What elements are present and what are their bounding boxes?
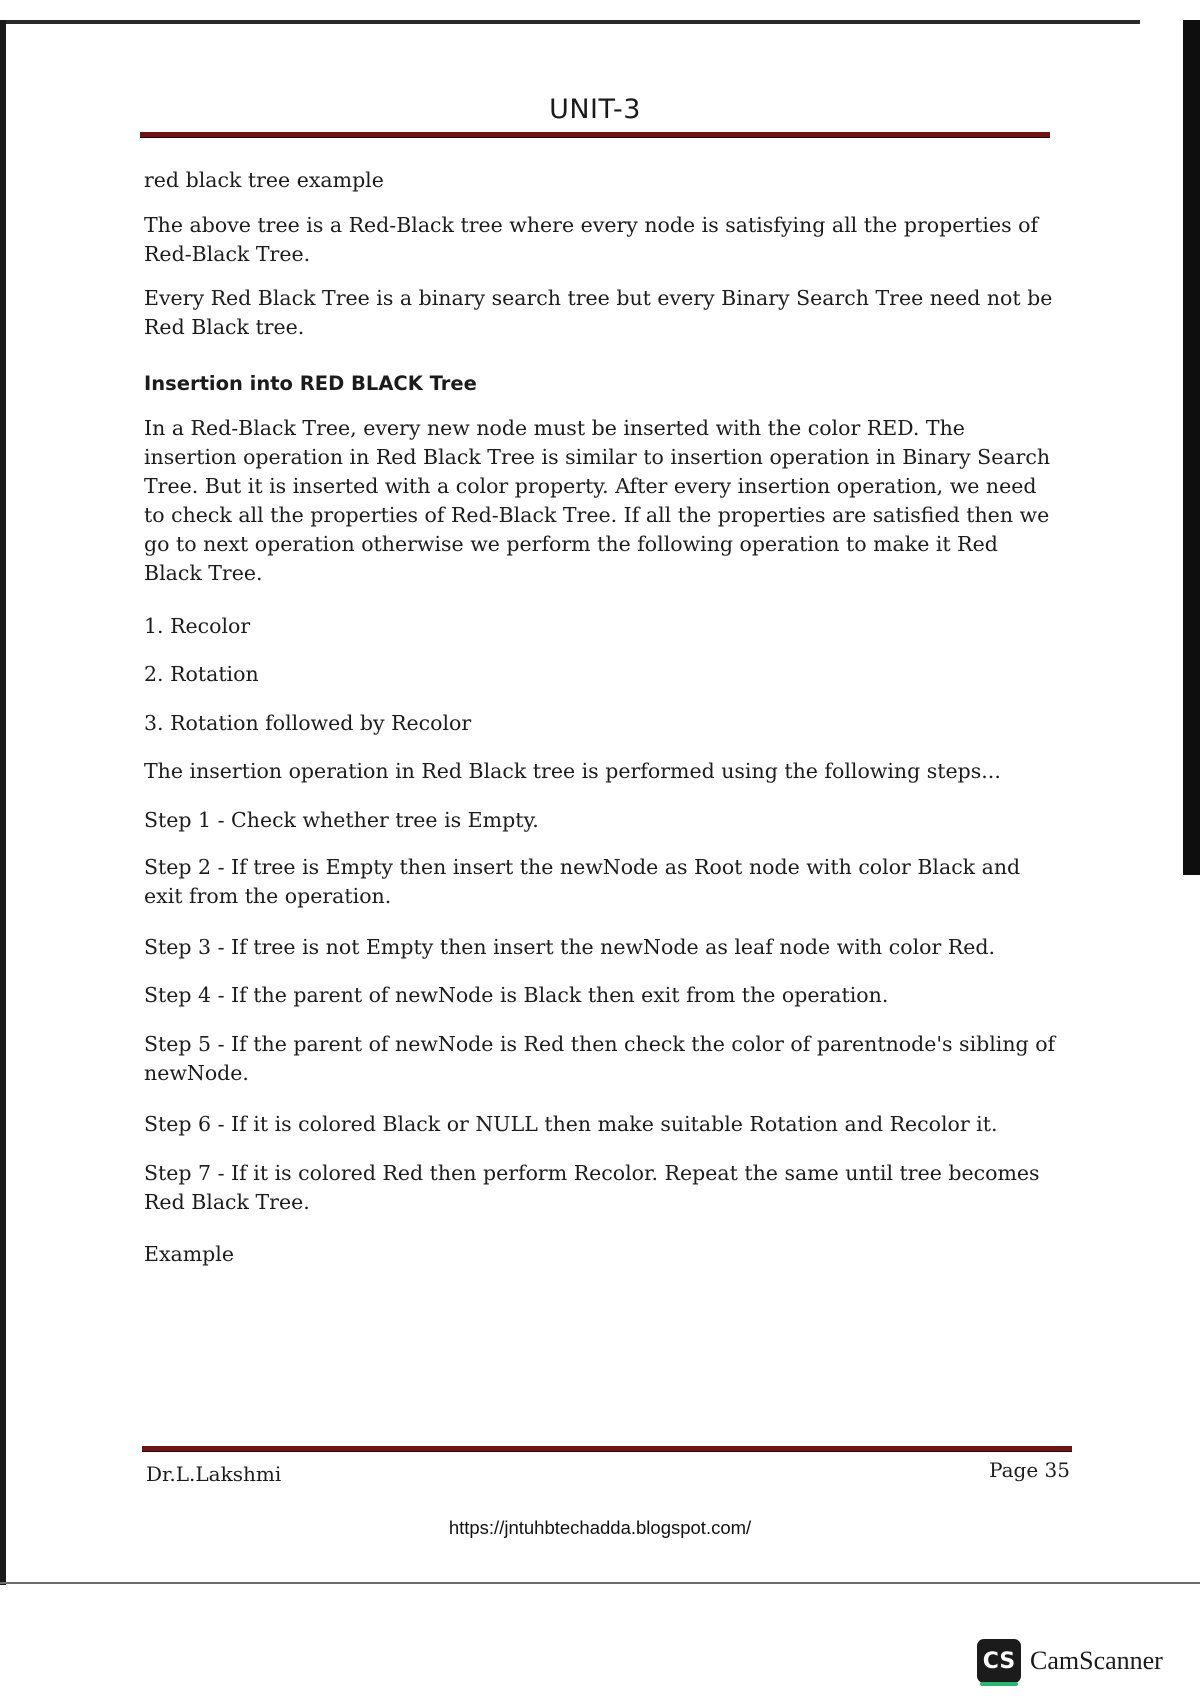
figure-caption: red black tree example — [144, 168, 384, 192]
section-heading: Insertion into RED BLACK Tree — [144, 372, 477, 395]
list-item-2: 2. Rotation — [144, 662, 259, 686]
page-number: Page 35 — [989, 1458, 1070, 1482]
scan-edge-top — [0, 20, 1140, 24]
step-1: Step 1 - Check whether tree is Empty. — [144, 808, 539, 832]
scan-edge-right — [1183, 20, 1200, 875]
footer-author: Dr.L.Lakshmi — [146, 1462, 282, 1486]
header-rule — [140, 132, 1050, 138]
source-url: https://jntuhbtechadda.blogspot.com/ — [448, 1517, 752, 1538]
steps-intro: The insertion operation in Red Black tree is performed using the following steps... — [144, 759, 1001, 783]
scan-edge-bottom — [0, 1582, 1200, 1584]
step-3: Step 3 - If tree is not Empty then insert the newNode as leaf node with color Red. — [144, 935, 996, 959]
footer-rule — [142, 1446, 1072, 1452]
list-item-1: 1. Recolor — [144, 614, 251, 638]
list-item-3: 3. Rotation followed by Recolor — [144, 711, 472, 735]
camscanner-logo-icon: CS — [977, 1639, 1021, 1683]
step-4: Step 4 - If the parent of newNode is Black then exit from the operation. — [144, 983, 889, 1007]
example-label: Example — [144, 1242, 234, 1266]
camscanner-name: CamScanner — [1030, 1646, 1163, 1675]
step-6: Step 6 - If it is colored Black or NULL then make suitable Rotation and Recolor it. — [144, 1112, 998, 1136]
paragraph-3: In a Red-Black Tree, every new node must be inserted with the color RED. The insertion operation in Red Black Tree is similar to insertion operation in Binary Search Tree. But it is inserted with a color property. After every insertion operation, we need to check all the properties of Red-Black Tree. If all the properties are satisfied then we go to next operation otherwise we perform the following operation to make it Red Black Tree. — [144, 416, 1051, 585]
scan-edge-left — [0, 20, 6, 1585]
step-2: Step 2 - If tree is Empty then insert the newNode as Root node with color Black and exit from the operation. — [144, 855, 1021, 908]
camscanner-watermark — [977, 1638, 1163, 1684]
step-7: Step 7 - If it is colored Red then perform Recolor. Repeat the same until tree becomes Red Black Tree. — [144, 1161, 1040, 1214]
paragraph-2: Every Red Black Tree is a binary search tree but every Binary Search Tree need not be Red Black tree. — [144, 286, 1053, 339]
page-title: UNIT-3 — [549, 94, 641, 125]
step-5: Step 5 - If the parent of newNode is Red then check the color of parentnode's sibling of newNode. — [144, 1032, 1056, 1085]
paragraph-1: The above tree is a Red-Black tree where every node is satisfying all the properties of Red-Black Tree. — [144, 213, 1039, 266]
